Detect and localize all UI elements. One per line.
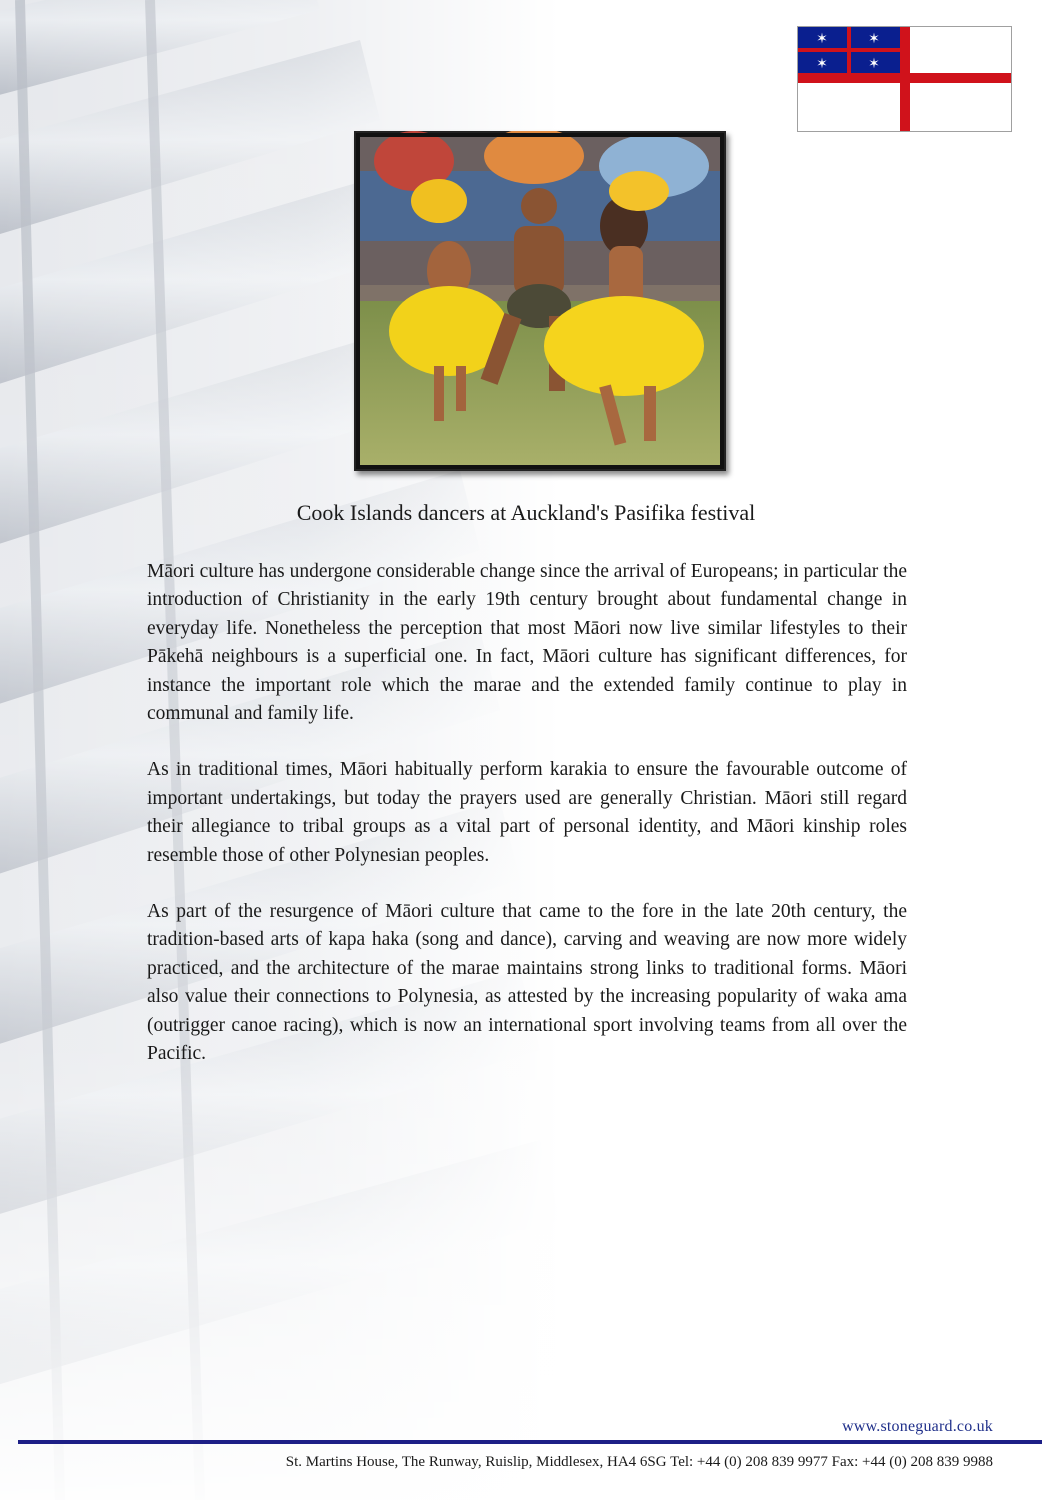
united-tribes-flag-icon — [797, 26, 1012, 132]
svg-text:✶: ✶ — [816, 31, 828, 47]
article-body — [147, 558, 907, 1097]
svg-text:✶: ✶ — [868, 56, 880, 72]
paragraph-3: As part of the resurgence of Māori culture that came to the fore in the late 20th century, the tradition-based arts of kapa haka (song and dance), carving and weaving are now more widely practiced, and the architecture of the marae maintains strong links to traditional forms. Māori also value their connections to Polynesia, as attested by the increasing popularity of waka ama (outrigger canoe racing), which is now an international sport involving teams from all over the Pacific. — [147, 901, 907, 1065]
paragraph-1: Māori culture has undergone considerable change since the arrival of Europeans; in particular the introduction of Christianity in the early 19th century brought about fundamental change in everyday life. Nonetheless the perception that most Māori now live similar lifestyles to their Pākehā neighbours is a superficial one. In fact, Māori culture has significant differences, for instance the important role which the marae and the extended family continue to play in communal and family life. — [147, 561, 907, 725]
cook-islands-dancers-photo — [354, 131, 726, 471]
website-link[interactable]: www.stoneguard.co.uk — [842, 1418, 993, 1435]
svg-text:✶: ✶ — [816, 56, 828, 72]
footer-address: St. Martins House, The Runway, Ruislip, Middlesex, HA4 6SG Tel: +44 (0) 208 839 9977 Fax: +44 (0) 208 839 9988 — [285, 1454, 993, 1470]
svg-text:✶: ✶ — [868, 31, 880, 47]
footer-divider — [18, 1440, 1042, 1444]
paragraph-2: As in traditional times, Māori habitually perform karakia to ensure the favourable outcome of important undertakings, but today the prayers used are generally Christian. Māori still regard their allegiance to tribal groups as a vital part of personal identity, and Māori kinship roles resemble those of other Polynesian peoples. — [147, 759, 907, 866]
photo-caption: Cook Islands dancers at Auckland's Pasifika festival — [296, 500, 756, 525]
